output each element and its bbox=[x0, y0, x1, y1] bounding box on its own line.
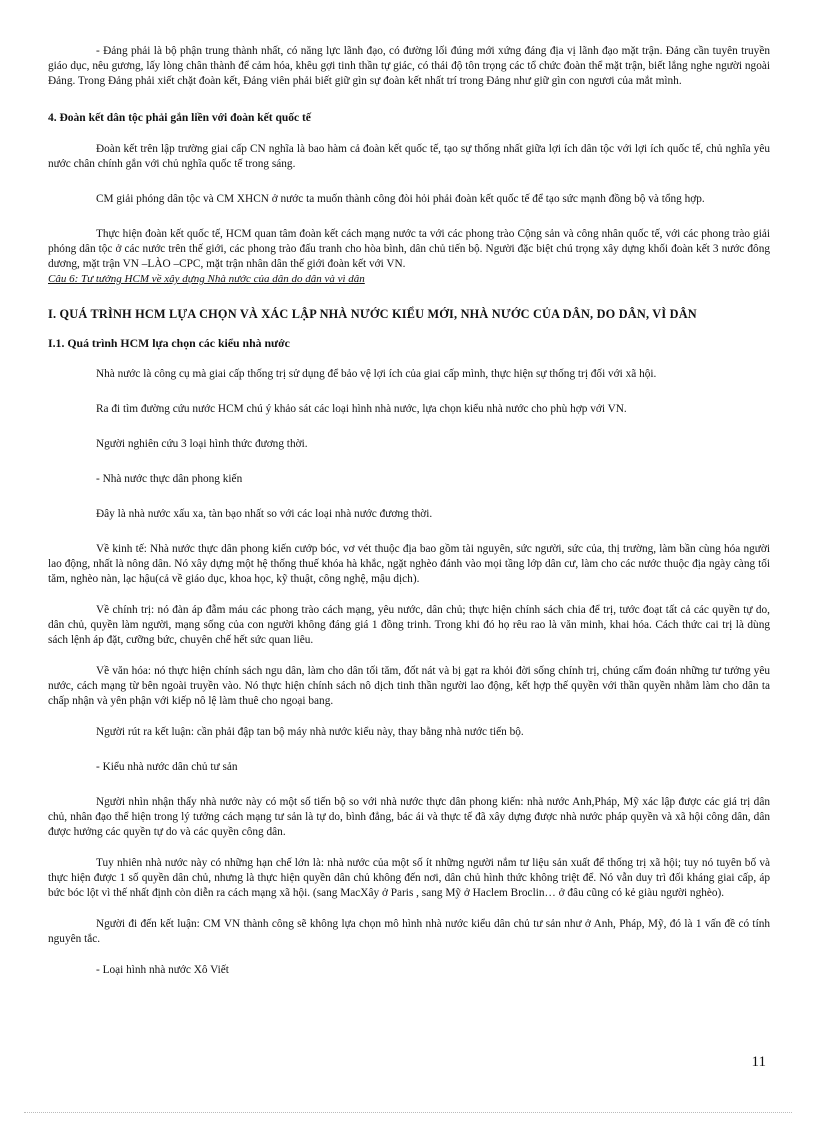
paragraph-survey-states: Ra đi tìm đường cứu nước HCM chú ý khảo sát các loại hình nhà nước, lựa chọn kiểu nhà nước cho phù hợp với VN. bbox=[96, 403, 627, 415]
paragraph-colonial-worst: Đây là nhà nước xấu xa, tàn bạo nhất so với các loại nhà nước đương thời. bbox=[96, 508, 433, 520]
paragraph-state-definition: Nhà nước là công cụ mà giai cấp thống trị sử dụng để bảo vệ lợi ích của giai cấp mình, thực hiện sự thống trị đối với xã hội. bbox=[96, 368, 657, 380]
paragraph-party-role: - Đảng phải là bộ phận trung thành nhất, có năng lực lãnh đạo, có đường lối đúng mới xứng đáng địa vị lãnh đạo mặt trận. Đảng cần tuyên truyền giáo dục, nêu gương, lấy lòng chân thành để cảm hóa, khêu gợi tinh thần tự giác, có thái độ tôn trọng các tổ chức đoàn thể mặt trận, biết lắng nghe người ngoài Đảng. Trong Đảng phải xiết chặt đoàn kết, Đảng viên phải biết giữ gìn sự đoàn kết nhất trí trong Đảng như giữ gìn con ngươi của mắt mình. bbox=[48, 45, 770, 87]
section-heading-4: 4. Đoàn kết dân tộc phải gắn liền với đoàn kết quốc tế bbox=[48, 112, 311, 124]
paragraph-cm-liberation: CM giải phóng dân tộc và CM XHCN ở nước ta muốn thành công đòi hỏi phải đoàn kết quốc tế để tạo sức mạnh đồng bộ và tổng hợp. bbox=[96, 193, 705, 205]
page-content bbox=[48, 44, 770, 978]
section-heading-I1: I.1. Quá trình HCM lựa chọn các kiểu nhà nước bbox=[48, 336, 290, 350]
question-6-heading: Câu 6: Tư tưởng HCM về xây dựng Nhà nước của dân do dân và vì dân bbox=[48, 273, 365, 285]
paragraph-culture: Về văn hóa: nó thực hiện chính sách ngu dân, làm cho dân tối tăm, đốt nát và bị gạt ra khỏi đời sống chính trị, chúng cấm đoán những tư tưởng yêu nước, cách mạng từ bên ngoài truyền vào. Nó thực hiện chính sách nô dịch tinh thần người lao động, kết hợp thế quyền với thần quyền nhằm làm cho dân ta chấp nhận và yên phận với kiếp nô lệ làm thuê cho ngoại bang. bbox=[48, 665, 770, 707]
paragraph-bourgeois-progress: Người nhìn nhận thấy nhà nước này có một số tiến bộ so với nhà nước thực dân phong kiến: nhà nước Anh,Pháp, Mỹ xác lập được các giá trị dân chủ, nhân đạo thể hiện trong lý tưởng cách mạng tư sản là tự do, bình đẳng, bác ái và thực tế đã xây dựng được nhà nước pháp quyền và xã hội công dân, dân được hưởng các quyền tự do và các quyền công dân. bbox=[48, 796, 770, 838]
list-item-colonial-state: - Nhà nước thực dân phong kiến bbox=[96, 473, 243, 485]
paragraph-conclusion-bourgeois: Người đi đến kết luận: CM VN thành công sẽ không lựa chọn mô hình nhà nước kiểu dân chủ tư sản như ở Anh, Pháp, Mỹ, đó là 1 vấn đề có tính nguyên tắc. bbox=[48, 918, 770, 945]
page-number: 11 bbox=[751, 1054, 766, 1070]
list-item-bourgeois-state: - Kiểu nhà nước dân chủ tư sản bbox=[96, 761, 238, 773]
paragraph-conclusion-colonial: Người rút ra kết luận: cần phải đập tan bộ máy nhà nước kiểu này, thay bằng nhà nước tiến bộ. bbox=[96, 726, 524, 738]
list-item-soviet-state: - Loại hình nhà nước Xô Viết bbox=[96, 964, 229, 976]
paragraph-intl-solidarity: Đoàn kết trên lập trường giai cấp CN nghĩa là bao hàm cả đoàn kết quốc tế, tạo sự thống nhất giữa lợi ích dân tộc với lợi ích quốc tế, chủ nghĩa yêu nước chân chính gắn với chủ nghĩa quốc tế trong sáng. bbox=[48, 143, 770, 170]
paragraph-three-types: Người nghiên cứu 3 loại hình thức đương thời. bbox=[96, 438, 308, 450]
paragraph-politics: Về chính trị: nó đàn áp đẫm máu các phong trào cách mạng, yêu nước, dân chủ; thực hiện chính sách chia để trị, tước đoạt tất cả các quyền tự do, dân chủ, quyền làm người, mạng sống của con người không đáng giá 1 đồng trinh. Trong khi đó họ rêu rao là văn minh, khai hóa. Cách thức cai trị là dùng sách lệnh áp đặt, cưỡng bức, chuyên chế hết sức quan liêu. bbox=[48, 604, 770, 646]
section-heading-I: I. QUÁ TRÌNH HCM LỰA CHỌN VÀ XÁC LẬP NHÀ NƯỚC KIỂU MỚI, NHÀ NƯỚC CỦA DÂN, DO DÂN, VÌ DÂN bbox=[48, 307, 697, 321]
paragraph-bourgeois-limits: Tuy nhiên nhà nước này có những hạn chế lớn là: nhà nước của một số ít những người nắm tư liệu sản xuất để thống trị xã hội; tuy nó tuyên bố và thực hiện được 1 số quyền dân chủ, nhưng là thực hiện quyền dân chủ không đến nơi, dân chủ hình thức không triệt để. Nó vẫn duy trì đối kháng giai cấp, áp bức bóc lột vì thế nhất định còn diễn ra cách mạng xã hội. (sang MacXây ở Paris , sang Mỹ ở Haclem Broclin… ở đâu cũng có kẻ giàu người nghèo). bbox=[48, 857, 770, 899]
footer-divider bbox=[24, 1112, 792, 1113]
paragraph-implement-solidarity: Thực hiện đoàn kết quốc tế, HCM quan tâm đoàn kết cách mạng nước ta với các phong trào Cộng sản và công nhân quốc tế, với các phong trào giải phóng dân tộc ở các nước trên thế giới, các phong trào đấu tranh cho hòa bình, dân chủ tiến bộ. Người đặc biệt chú trọng xây dựng khối đoàn kết 3 nước đông dương, mặt trận VN –LÀO –CPC, mặt trận nhân dân thế giới đoàn kết với VN. bbox=[48, 228, 770, 270]
paragraph-economy: Về kinh tế: Nhà nước thực dân phong kiến cướp bóc, vơ vét thuộc địa bao gồm tài nguyên, sức người, sức của, thị trường, làm bần cùng hóa người lao động, nhất là nông dân. Nó xây dựng một hệ thống thuế khóa hà khắc, ngặt nghèo đánh vào mọi tầng lớp dân cư, làm cho các nước thuộc địa ngày càng tối tăm, nghèo nàn, lạc hậu(cả về giáo dục, khoa học, kỹ thuật, công nghệ, mậu dịch). bbox=[48, 543, 770, 585]
